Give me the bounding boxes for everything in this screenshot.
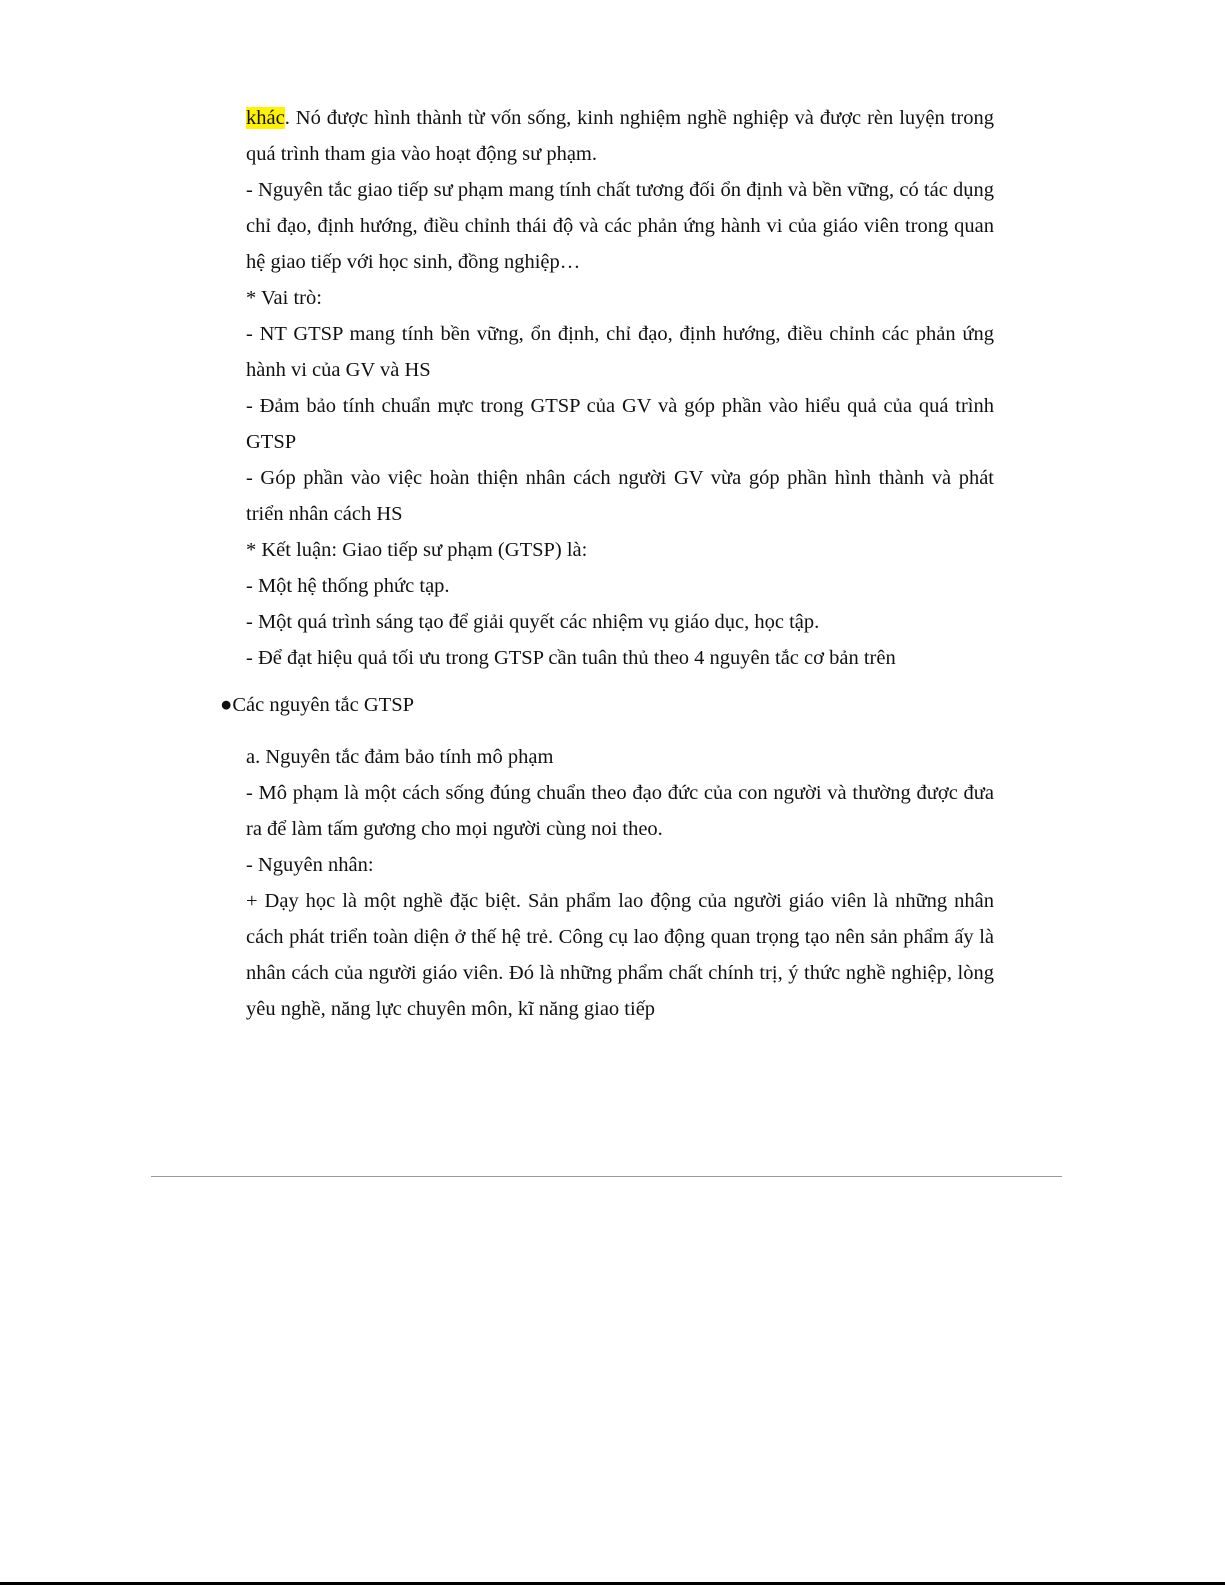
causes-heading: - Nguyên nhân: [246, 854, 374, 876]
paragraph: - Đảm bảo tính chuẩn mực trong GTSP của GV và góp phần vào hiểu quả của quá trình GTSP [246, 395, 994, 453]
paragraph [246, 100, 994, 172]
paragraph: - Nguyên tắc giao tiếp sư phạm mang tính chất tương đối ổn định và bền vững, có tác dụng chỉ đạo, định hướng, điều chỉnh thái độ và các phản ứng hành vi của giáo viên trong quan hệ giao tiếp với học sinh, đồng nghiệp… [246, 179, 994, 273]
text-block-roles-conclusion [246, 100, 994, 676]
paragraph: - NT GTSP mang tính bền vững, ổn định, chỉ đạo, định hướng, điều chỉnh các phản ứng hành vi của GV và HS [246, 323, 994, 381]
page-divider [151, 1176, 1062, 1177]
conclusion-heading: * Kết luận: Giao tiếp sư phạm (GTSP) là: [246, 539, 588, 561]
text-block-principle-a [246, 739, 994, 1027]
paragraph: - Để đạt hiệu quả tối ưu trong GTSP cần tuân thủ theo 4 nguyên tắc cơ bản trên [246, 647, 896, 669]
paragraph: - Mô phạm là một cách sống đúng chuẩn theo đạo đức của con người và thường được đưa ra để làm tấm gương cho mọi người cùng noi theo. [246, 782, 994, 840]
highlighted-word: khác [246, 107, 285, 129]
paragraph: - Một quá trình sáng tạo để giải quyết các nhiệm vụ giáo dục, học tập. [246, 611, 820, 633]
roles-heading: * Vai trò: [246, 287, 322, 309]
paragraph: + Dạy học là một nghề đặc biệt. Sản phẩm lao động của người giáo viên là những nhân cách phát triển toàn diện ở thế hệ trẻ. Công cụ lao động quan trọng tạo nên sản phẩm ấy là nhân cách của người giáo viên. Đó là những phẩm chất chính trị, ý thức nghề nghiệp, lòng yêu nghề, năng lực chuyên môn, kĩ năng giao tiếp [246, 890, 994, 1020]
subsection-heading: a. Nguyên tắc đảm bảo tính mô phạm [246, 746, 554, 768]
paragraph: - Góp phần vào việc hoàn thiện nhân cách người GV vừa góp phần hình thành và phát triển nhân cách HS [246, 467, 994, 525]
paragraph-text: . Nó được hình thành từ vốn sống, kinh nghiệm nghề nghiệp và được rèn luyện trong quá trình tham gia vào hoạt động sư phạm. [246, 107, 994, 165]
paragraph: - Một hệ thống phức tạp. [246, 575, 450, 597]
bullet-heading-principles: ●Các nguyên tắc GTSP [220, 694, 414, 716]
